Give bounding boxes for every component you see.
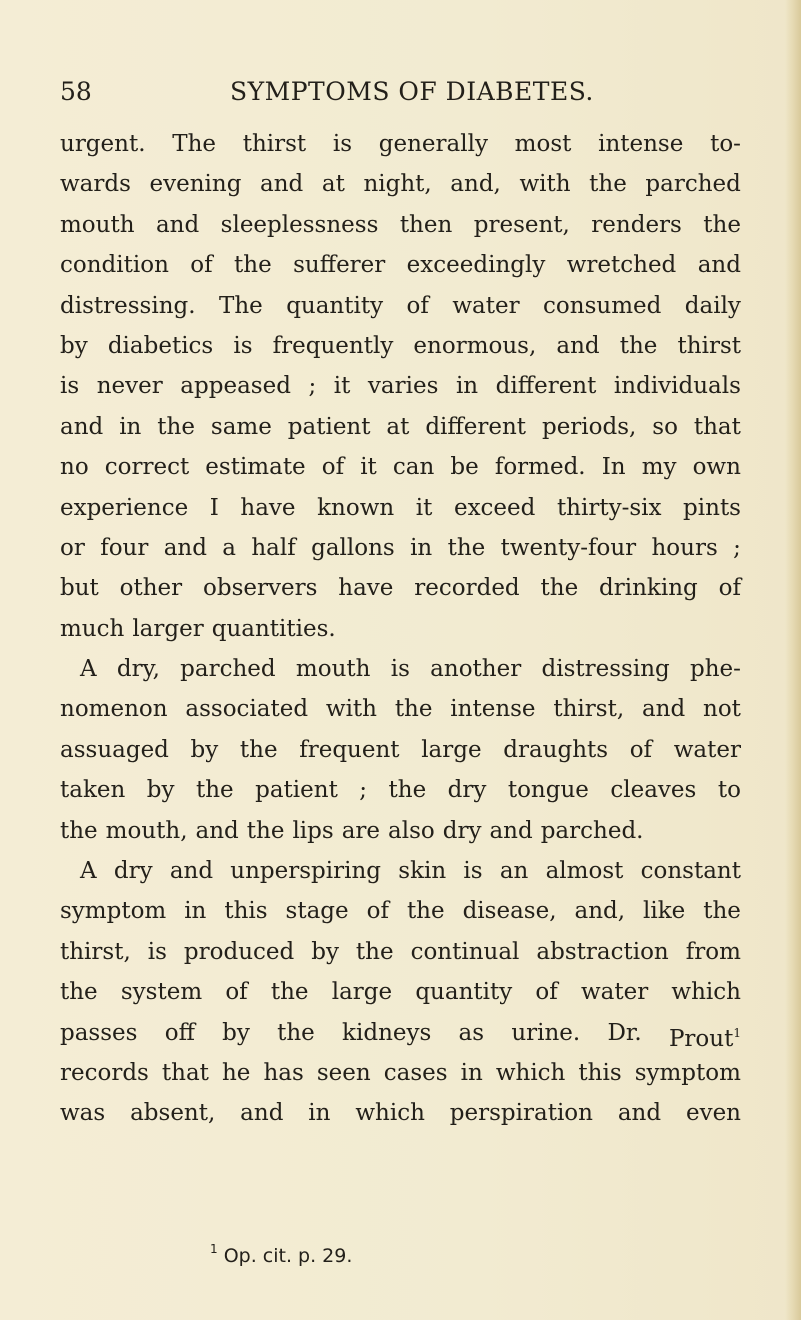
- text-line: [60, 811, 741, 851]
- word: ;: [308, 373, 317, 400]
- word: consumed: [543, 292, 662, 319]
- word: even: [685, 1100, 741, 1127]
- text-line: [60, 1093, 741, 1133]
- word: system: [120, 979, 203, 1006]
- word: water: [580, 979, 649, 1006]
- word: assuaged: [60, 736, 169, 763]
- body-text: [60, 124, 741, 1134]
- word: own: [692, 454, 741, 481]
- text-line: [60, 205, 741, 245]
- word: experience: [60, 494, 189, 521]
- text-line: [60, 932, 741, 972]
- word: in: [308, 1100, 331, 1127]
- word: that: [693, 413, 741, 440]
- word: of: [535, 979, 558, 1006]
- word: and,: [574, 898, 626, 925]
- word: nomenon: [60, 696, 168, 723]
- word: perspiration: [449, 1100, 593, 1127]
- word: night,: [363, 171, 432, 198]
- word: associated: [185, 696, 309, 723]
- word: taken: [60, 777, 126, 804]
- word: by: [311, 938, 339, 965]
- word: it: [415, 494, 433, 521]
- text-line: [60, 730, 741, 770]
- word: no: [60, 454, 89, 481]
- word: most: [514, 131, 572, 157]
- word: at: [386, 413, 410, 440]
- word: drinking: [599, 575, 698, 602]
- word: then: [399, 211, 453, 238]
- word: absent,: [130, 1100, 216, 1127]
- word: disease,: [462, 898, 557, 925]
- word: is: [390, 656, 410, 683]
- text-line: [60, 488, 741, 528]
- word: is: [60, 373, 80, 400]
- word: Prout$^1$: [668, 1025, 741, 1052]
- word: the: [388, 777, 427, 804]
- word: with: [325, 696, 377, 723]
- word: water: [673, 736, 741, 763]
- word: pints: [683, 494, 741, 521]
- word: in: [184, 898, 207, 925]
- word: urgent.: [60, 131, 146, 157]
- word: my: [641, 454, 677, 481]
- footnote-marker: 1: [210, 1242, 218, 1256]
- text-line: [60, 609, 741, 649]
- word: the: [703, 211, 741, 238]
- word: or: [60, 534, 85, 561]
- word: recorded: [414, 575, 520, 602]
- word: individuals: [613, 373, 741, 400]
- word: urine.: [511, 1019, 581, 1046]
- word: which: [671, 979, 741, 1006]
- word: have: [338, 575, 394, 602]
- word: the: [703, 898, 741, 925]
- footnote-text: Op. cit. p. 29.: [223, 1245, 353, 1267]
- word: the: [195, 777, 234, 804]
- footnote: [210, 1234, 352, 1271]
- word: cleaves: [610, 777, 697, 804]
- word: in: [410, 534, 433, 561]
- word: the: [60, 979, 98, 1006]
- word: water: [452, 292, 520, 319]
- word: at: [321, 171, 345, 198]
- word: mouth: [60, 211, 135, 238]
- word: records: [60, 1059, 149, 1086]
- word: wretched: [566, 252, 677, 279]
- text-line: [60, 1013, 741, 1053]
- word: and: [60, 413, 104, 440]
- word: the: [447, 534, 486, 561]
- word: by: [222, 1019, 250, 1046]
- word: constant: [640, 858, 741, 885]
- word: also: [388, 817, 435, 844]
- word: four: [100, 534, 149, 561]
- text-line: [60, 286, 741, 326]
- text-line: [60, 972, 741, 1012]
- word: the: [239, 736, 278, 763]
- word: frequent: [299, 736, 400, 763]
- word: and: [556, 332, 600, 359]
- word: intense: [450, 696, 536, 723]
- word: present,: [473, 211, 570, 238]
- word: thirst: [677, 332, 741, 359]
- word: the: [157, 413, 195, 440]
- word: appeased: [180, 373, 291, 400]
- text-line: [60, 326, 741, 366]
- word: tongue: [507, 777, 589, 804]
- word: can: [392, 454, 435, 481]
- word: different: [495, 373, 597, 400]
- word: by: [60, 332, 88, 359]
- word: ;: [359, 777, 368, 804]
- word: of: [321, 454, 345, 481]
- text-line: [60, 407, 741, 447]
- word: A: [80, 858, 97, 885]
- word: much: [60, 615, 125, 642]
- word: have: [240, 494, 296, 521]
- word: twenty-four: [500, 534, 637, 561]
- word: the: [234, 252, 272, 279]
- word: the: [246, 817, 285, 844]
- word: and: [489, 817, 533, 844]
- word: stage: [285, 898, 349, 925]
- word: thirty-six: [556, 494, 662, 521]
- word: intense: [598, 131, 684, 157]
- text-line: [60, 124, 741, 164]
- word: dry: [113, 858, 153, 885]
- word: of: [366, 898, 389, 925]
- word: with: [519, 171, 571, 198]
- text-line: [60, 649, 741, 689]
- word: and: [155, 211, 200, 238]
- text-line: [60, 770, 741, 810]
- page-header: [60, 74, 740, 110]
- text-line: [60, 366, 741, 406]
- text-line: [60, 891, 741, 931]
- word: seen: [316, 1059, 371, 1086]
- text-line: [60, 164, 741, 204]
- word: in: [460, 1059, 483, 1086]
- word: The: [172, 131, 216, 157]
- word: the: [540, 575, 579, 602]
- word: passes: [60, 1019, 138, 1046]
- word: the: [394, 696, 433, 723]
- word: draughts: [503, 736, 609, 763]
- word: in: [119, 413, 142, 440]
- word: and: [697, 252, 741, 279]
- word: produced: [183, 938, 295, 965]
- word: off: [164, 1019, 195, 1046]
- word: wards: [60, 171, 131, 198]
- word: is: [463, 858, 483, 885]
- word: and: [195, 817, 239, 844]
- word: are: [341, 817, 381, 844]
- word: different: [425, 413, 527, 440]
- word: observers: [203, 575, 318, 602]
- word: generally: [378, 131, 488, 157]
- word: of: [406, 292, 429, 319]
- text-line: [60, 447, 741, 487]
- word: symptom: [60, 898, 167, 925]
- word: and: [617, 1100, 662, 1127]
- word: the: [60, 817, 98, 844]
- word: by: [190, 736, 219, 763]
- text-line: [60, 528, 741, 568]
- word: ;: [733, 534, 741, 561]
- word: gallons: [311, 534, 395, 561]
- word: and,: [450, 171, 501, 198]
- word: dry: [447, 777, 487, 804]
- word: A: [80, 656, 97, 683]
- running-head: SYMPTOMS OF DIABETES.: [230, 77, 594, 106]
- word: which: [495, 1059, 566, 1086]
- word: parched: [180, 656, 276, 683]
- word: to-: [710, 131, 741, 157]
- word: by: [146, 777, 175, 804]
- word: it: [360, 454, 377, 481]
- word: an: [499, 858, 529, 885]
- word: patient: [287, 413, 371, 440]
- word: enormous,: [413, 332, 537, 359]
- word: the: [589, 171, 627, 198]
- page-edge-shadow: [785, 0, 801, 1320]
- word: lips: [292, 817, 334, 844]
- word: frequently: [272, 332, 394, 359]
- word: The: [218, 292, 263, 319]
- text-line: [60, 851, 741, 891]
- word: this: [578, 1059, 622, 1086]
- word: of: [190, 252, 213, 279]
- word: half: [251, 534, 296, 561]
- word: a: [222, 534, 237, 561]
- word: cases: [383, 1059, 448, 1086]
- word: In: [601, 454, 626, 481]
- page-number: 58: [60, 77, 92, 106]
- word: is: [147, 938, 167, 965]
- word: skin: [398, 858, 447, 885]
- word: mouth,: [105, 817, 188, 844]
- word: patient: [255, 777, 338, 804]
- word: correct: [104, 454, 190, 481]
- word: large: [331, 979, 393, 1006]
- word: mouth: [295, 656, 371, 683]
- word: and: [641, 696, 686, 723]
- word: of: [718, 575, 741, 602]
- word: periods,: [541, 413, 637, 440]
- word: quantity: [415, 979, 513, 1006]
- word: and: [169, 858, 214, 885]
- word: thirst: [242, 131, 307, 157]
- text-line: [60, 689, 741, 729]
- word: like: [643, 898, 686, 925]
- word: exceedingly: [406, 252, 546, 279]
- word: that: [161, 1059, 209, 1086]
- word: I: [209, 494, 219, 521]
- text-line: [60, 568, 741, 608]
- word: same: [210, 413, 272, 440]
- word: never: [96, 373, 163, 400]
- word: of: [225, 979, 248, 1006]
- word: but: [60, 575, 99, 602]
- word: from: [685, 938, 741, 965]
- word: other: [119, 575, 183, 602]
- word: and: [240, 1100, 284, 1127]
- word: quantities.: [211, 615, 336, 642]
- word: the: [277, 1019, 315, 1046]
- word: estimate: [205, 454, 306, 481]
- footnote-reference: 1: [733, 1025, 741, 1040]
- word: so: [652, 413, 678, 440]
- word: distressing.: [60, 292, 196, 319]
- word: quantity: [286, 292, 384, 319]
- word: known: [317, 494, 395, 521]
- word: the: [406, 898, 445, 925]
- word: in: [455, 373, 479, 400]
- word: was: [60, 1100, 106, 1127]
- word: phe-: [690, 656, 741, 683]
- word: parched: [645, 171, 741, 198]
- word: diabetics: [107, 332, 214, 359]
- word: of: [629, 736, 653, 763]
- word: dry: [442, 817, 482, 844]
- word: sufferer: [293, 252, 386, 279]
- word: abstraction: [536, 938, 669, 965]
- text-line: [60, 1053, 741, 1093]
- word: symptom: [634, 1059, 741, 1086]
- word: and: [260, 171, 304, 198]
- word: he: [221, 1059, 251, 1086]
- word: as: [458, 1019, 485, 1046]
- word: it: [333, 373, 351, 400]
- word: distressing: [541, 656, 670, 683]
- word: another: [430, 656, 522, 683]
- word: thirst,: [553, 696, 625, 723]
- text-line: [60, 245, 741, 285]
- word: the: [355, 938, 394, 965]
- word: the: [270, 979, 309, 1006]
- word: unperspiring: [230, 858, 382, 885]
- word: larger: [132, 615, 204, 642]
- word: dry,: [116, 656, 160, 683]
- word: thirst,: [60, 938, 131, 965]
- word: renders: [591, 211, 682, 238]
- word: evening: [149, 171, 242, 198]
- word: has: [263, 1059, 304, 1086]
- word: which: [355, 1100, 425, 1127]
- word: the: [619, 332, 658, 359]
- word: and: [163, 534, 207, 561]
- word: be: [450, 454, 479, 481]
- word: this: [224, 898, 268, 925]
- word: formed.: [494, 454, 586, 481]
- word: daily: [684, 292, 741, 319]
- word: large: [421, 736, 482, 763]
- word: almost: [545, 858, 624, 885]
- word: to: [717, 777, 741, 804]
- word: varies: [367, 373, 439, 400]
- word: condition: [60, 252, 169, 279]
- word: sleeplessness: [220, 211, 379, 238]
- word: parched.: [540, 817, 644, 844]
- word: continual: [410, 938, 520, 965]
- word: exceed: [453, 494, 536, 521]
- word: Dr.: [607, 1019, 642, 1046]
- word: is: [332, 131, 353, 157]
- word: is: [233, 332, 253, 359]
- word: not: [703, 696, 741, 723]
- word: hours: [651, 534, 718, 561]
- word: kidneys: [342, 1019, 432, 1046]
